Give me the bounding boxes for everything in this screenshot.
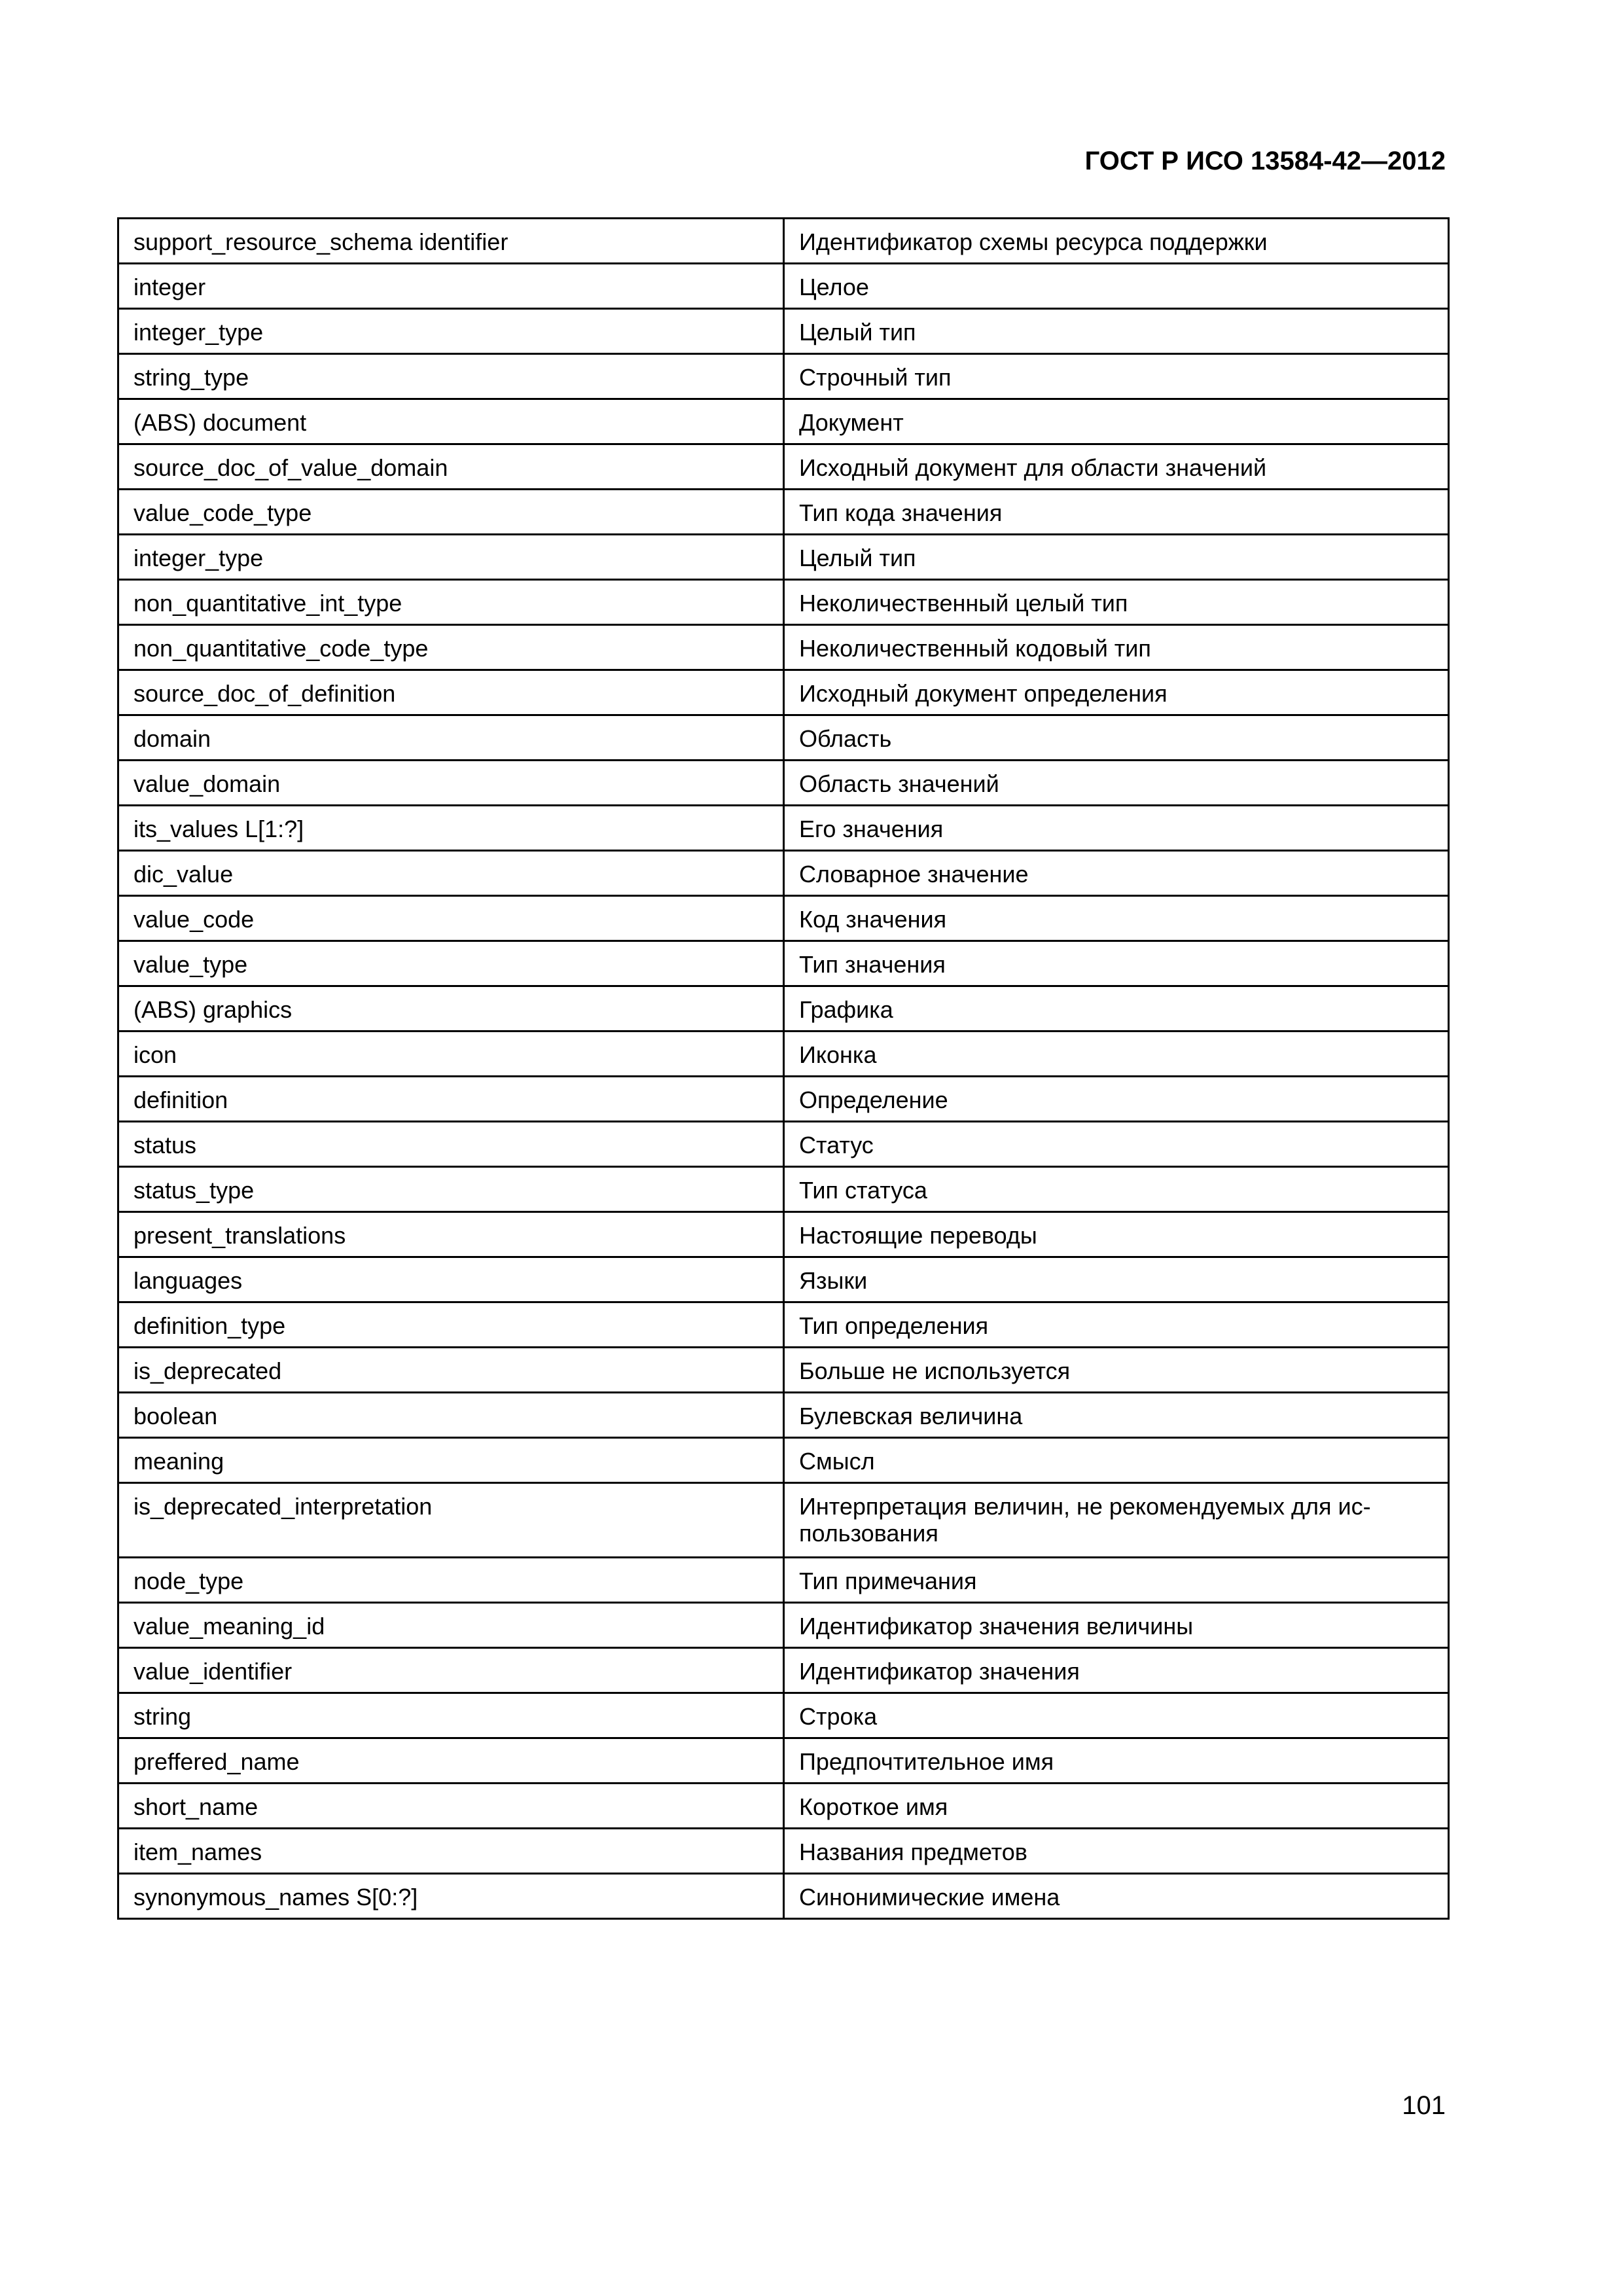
- translation-cell: Код значения: [784, 896, 1449, 941]
- table-body: [118, 219, 1449, 1919]
- translation-cell: Иконка: [784, 1031, 1449, 1077]
- translation-cell: Тип определения: [784, 1302, 1449, 1348]
- term-cell: synonymous_names S[0:?]: [118, 1874, 784, 1919]
- table-row: [118, 1558, 1449, 1603]
- term-cell: support_resource_schema identifier: [118, 219, 784, 264]
- translation-cell: Интерпретация величин, не рекомендуемых для ис- пользования: [784, 1483, 1449, 1558]
- table-row: [118, 1257, 1449, 1302]
- term-cell: status_type: [118, 1167, 784, 1212]
- table-row: [118, 219, 1449, 264]
- translation-cell: Идентификатор значения величины: [784, 1603, 1449, 1648]
- table-row: [118, 1603, 1449, 1648]
- term-cell: value_identifier: [118, 1648, 784, 1693]
- term-cell: meaning: [118, 1438, 784, 1483]
- table-row: [118, 490, 1449, 535]
- term-cell: value_code: [118, 896, 784, 941]
- term-cell: dic_value: [118, 851, 784, 896]
- table-row: [118, 1031, 1449, 1077]
- term-cell: (ABS) graphics: [118, 986, 784, 1031]
- table-row: [118, 1438, 1449, 1483]
- term-cell: node_type: [118, 1558, 784, 1603]
- table-row: [118, 1483, 1449, 1558]
- translation-cell: Строчный тип: [784, 354, 1449, 399]
- translation-cell: Настоящие переводы: [784, 1212, 1449, 1257]
- table-row: [118, 715, 1449, 761]
- term-cell: source_doc_of_value_domain: [118, 444, 784, 490]
- translation-cell: Область значений: [784, 761, 1449, 806]
- term-cell: integer: [118, 264, 784, 309]
- translation-cell: Булевская величина: [784, 1393, 1449, 1438]
- table-row: [118, 896, 1449, 941]
- table-row: [118, 941, 1449, 986]
- translation-cell: Тип статуса: [784, 1167, 1449, 1212]
- translation-cell: Его значения: [784, 806, 1449, 851]
- translation-cell: Неколичественный кодовый тип: [784, 625, 1449, 670]
- translation-cell: Графика: [784, 986, 1449, 1031]
- table-row: [118, 1693, 1449, 1738]
- term-cell: string: [118, 1693, 784, 1738]
- term-cell: value_meaning_id: [118, 1603, 784, 1648]
- translation-cell: Языки: [784, 1257, 1449, 1302]
- translation-cell: Названия предметов: [784, 1829, 1449, 1874]
- translation-cell: Область: [784, 715, 1449, 761]
- translation-cell: Тип примечания: [784, 1558, 1449, 1603]
- translation-cell: Смысл: [784, 1438, 1449, 1483]
- table-row: [118, 535, 1449, 580]
- table-row: [118, 986, 1449, 1031]
- term-cell: its_values L[1:?]: [118, 806, 784, 851]
- translation-cell: Целый тип: [784, 535, 1449, 580]
- translation-cell: Целое: [784, 264, 1449, 309]
- term-cell: item_names: [118, 1829, 784, 1874]
- document-header: ГОСТ Р ИСО 13584-42—2012: [1084, 147, 1446, 175]
- page-number: 101: [1402, 2091, 1446, 2120]
- term-cell: string_type: [118, 354, 784, 399]
- term-cell: definition: [118, 1077, 784, 1122]
- translation-cell: Строка: [784, 1693, 1449, 1738]
- translation-cell: Идентификатор значения: [784, 1648, 1449, 1693]
- term-cell: present_translations: [118, 1212, 784, 1257]
- table-row: [118, 1874, 1449, 1919]
- term-cell: definition_type: [118, 1302, 784, 1348]
- term-cell: value_code_type: [118, 490, 784, 535]
- translation-cell: Документ: [784, 399, 1449, 444]
- table-row: [118, 1829, 1449, 1874]
- term-cell: value_domain: [118, 761, 784, 806]
- translation-cell: Больше не используется: [784, 1348, 1449, 1393]
- term-cell: source_doc_of_definition: [118, 670, 784, 715]
- term-cell: (ABS) document: [118, 399, 784, 444]
- term-cell: integer_type: [118, 309, 784, 354]
- translation-cell: Предпочтительное имя: [784, 1738, 1449, 1784]
- table-row: [118, 1167, 1449, 1212]
- table-row: [118, 354, 1449, 399]
- translation-cell: Неколичественный целый тип: [784, 580, 1449, 625]
- table-row: [118, 580, 1449, 625]
- table-row: [118, 1077, 1449, 1122]
- table-row: [118, 444, 1449, 490]
- translation-cell: Исходный документ для области значений: [784, 444, 1449, 490]
- table-row: [118, 1348, 1449, 1393]
- table-row: [118, 1302, 1449, 1348]
- term-cell: status: [118, 1122, 784, 1167]
- translation-cell: Словарное значение: [784, 851, 1449, 896]
- table-row: [118, 806, 1449, 851]
- translation-cell: Определение: [784, 1077, 1449, 1122]
- term-cell: value_type: [118, 941, 784, 986]
- translation-cell: Целый тип: [784, 309, 1449, 354]
- term-translation-table: [117, 217, 1450, 1920]
- table-row: [118, 1738, 1449, 1784]
- term-cell: languages: [118, 1257, 784, 1302]
- translation-cell: Тип кода значения: [784, 490, 1449, 535]
- term-cell: non_quantitative_code_type: [118, 625, 784, 670]
- translation-cell: Идентификатор схемы ресурса поддержки: [784, 219, 1449, 264]
- term-cell: domain: [118, 715, 784, 761]
- translation-cell: Статус: [784, 1122, 1449, 1167]
- table-row: [118, 309, 1449, 354]
- table-row: [118, 761, 1449, 806]
- translation-cell: Короткое имя: [784, 1784, 1449, 1829]
- term-cell: short_name: [118, 1784, 784, 1829]
- translation-cell: Исходный документ определения: [784, 670, 1449, 715]
- term-cell: boolean: [118, 1393, 784, 1438]
- table-row: [118, 1122, 1449, 1167]
- table-row: [118, 1212, 1449, 1257]
- term-cell: icon: [118, 1031, 784, 1077]
- table-row: [118, 1648, 1449, 1693]
- term-cell: preffered_name: [118, 1738, 784, 1784]
- translation-cell: Синонимические имена: [784, 1874, 1449, 1919]
- table-row: [118, 625, 1449, 670]
- table-row: [118, 1393, 1449, 1438]
- table-row: [118, 264, 1449, 309]
- term-cell: integer_type: [118, 535, 784, 580]
- table-row: [118, 670, 1449, 715]
- term-cell: is_deprecated: [118, 1348, 784, 1393]
- term-cell: non_quantitative_int_type: [118, 580, 784, 625]
- table-row: [118, 399, 1449, 444]
- table-row: [118, 851, 1449, 896]
- table-row: [118, 1784, 1449, 1829]
- term-cell: is_deprecated_interpretation: [118, 1483, 784, 1558]
- translation-cell: Тип значения: [784, 941, 1449, 986]
